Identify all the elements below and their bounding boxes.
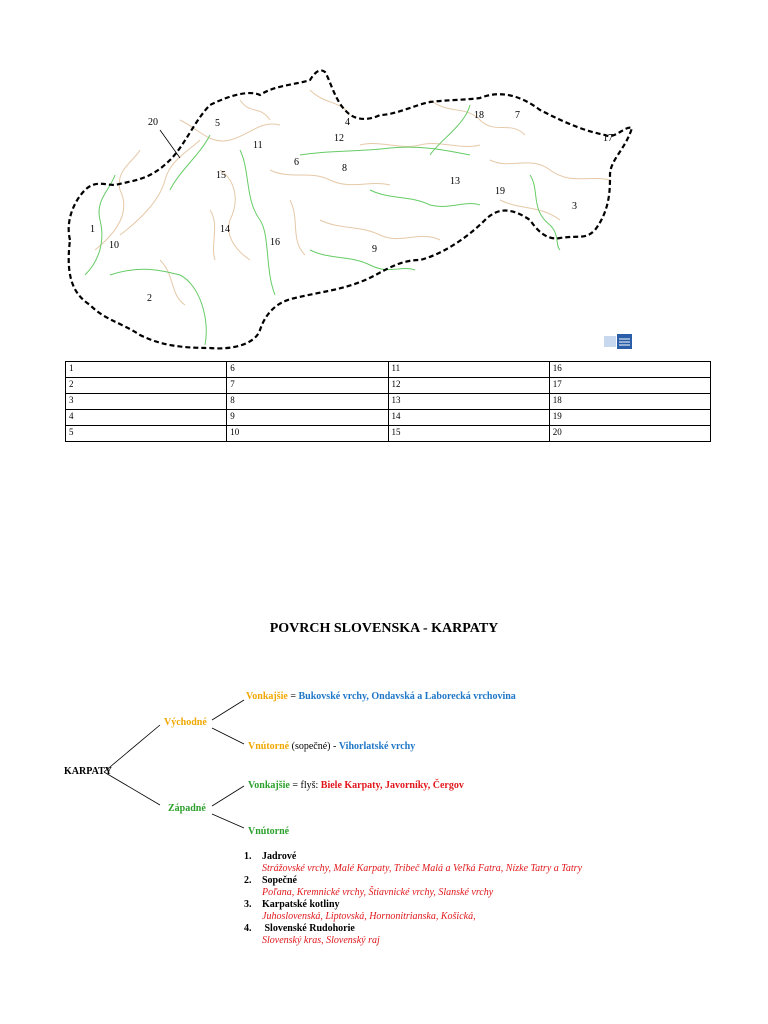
pointer-line-20 bbox=[160, 130, 180, 158]
east-inner-value: Vihorlatské vrchy bbox=[338, 741, 416, 752]
region-number: 5 bbox=[215, 118, 220, 129]
east-outer-eq: = bbox=[287, 691, 299, 702]
list-item bbox=[244, 851, 582, 875]
tree-line-west-outer bbox=[212, 786, 244, 806]
tree-root-karpaty: KARPATY bbox=[64, 766, 112, 777]
west-inner-label: Vnútorné bbox=[248, 826, 290, 837]
tree-line-root-west bbox=[104, 772, 160, 805]
list-item-examples: Strážovské vrchy, Malé Karpaty, Tribeč Malá a Veľká Fatra, Nízke Tatry a Tatry bbox=[262, 863, 583, 874]
table-cell: 6 bbox=[227, 362, 388, 378]
table-cell: 16 bbox=[549, 362, 710, 378]
region-number: 12 bbox=[334, 133, 344, 144]
table-cell: 4 bbox=[66, 410, 227, 426]
region-number: 17 bbox=[603, 133, 613, 144]
page-title: POVRCH SLOVENSKA - KARPATY bbox=[269, 621, 499, 636]
region-number: 13 bbox=[450, 176, 460, 187]
west-outer-eq: = flyš: bbox=[289, 780, 321, 791]
west-outer-value: Biele Karpaty, Javorníky, Čergov bbox=[320, 780, 464, 791]
list-item-number: 2. bbox=[244, 875, 252, 886]
tree-node-west: Západné bbox=[168, 803, 206, 814]
region-number: 15 bbox=[216, 170, 226, 181]
table-cell: 12 bbox=[388, 378, 549, 394]
list-item bbox=[244, 875, 582, 899]
east-outer-line bbox=[246, 691, 516, 703]
region-number: 10 bbox=[109, 240, 119, 251]
region-number: 2 bbox=[147, 293, 152, 304]
region-number: 19 bbox=[495, 186, 505, 197]
region-number: 9 bbox=[372, 244, 377, 255]
region-number: 11 bbox=[253, 140, 263, 151]
east-inner-line bbox=[248, 741, 415, 753]
table-cell: 2 bbox=[66, 378, 227, 394]
region-names-table bbox=[65, 361, 711, 442]
table-cell: 19 bbox=[549, 410, 710, 426]
table-cell: 7 bbox=[227, 378, 388, 394]
table-cell: 10 bbox=[227, 426, 388, 442]
inner-carpathians-list bbox=[244, 851, 582, 947]
table-cell: 11 bbox=[388, 362, 549, 378]
table-cell: 14 bbox=[388, 410, 549, 426]
slovakia-map bbox=[60, 60, 640, 355]
list-item bbox=[244, 923, 582, 947]
table-cell: 8 bbox=[227, 394, 388, 410]
east-outer-label: Vonkajšie bbox=[246, 691, 288, 702]
region-number: 20 bbox=[148, 117, 158, 128]
list-item-number: 3. bbox=[244, 899, 252, 910]
country-border bbox=[69, 70, 632, 348]
region-number: 14 bbox=[220, 224, 230, 235]
tree-line-east-outer bbox=[212, 700, 244, 720]
tree-line-west-inner bbox=[212, 814, 244, 828]
table-cell: 17 bbox=[549, 378, 710, 394]
list-item-examples: Juhoslovenská, Liptovská, Hornonitrianska, Košická, bbox=[262, 911, 476, 922]
east-inner-note: (sopečné) - bbox=[289, 741, 339, 752]
region-number: 3 bbox=[572, 201, 577, 212]
region-number: 4 bbox=[345, 117, 350, 128]
table-row bbox=[66, 378, 711, 394]
list-item-examples: Slovenský kras, Slovenský raj bbox=[262, 935, 380, 946]
list-item-heading: Sopečné bbox=[262, 875, 297, 886]
table-row bbox=[66, 362, 711, 378]
list-item-heading: Jadrové bbox=[262, 851, 297, 862]
region-number: 16 bbox=[270, 237, 280, 248]
region-number: 8 bbox=[342, 163, 347, 174]
region-number: 6 bbox=[294, 157, 299, 168]
table-cell: 1 bbox=[66, 362, 227, 378]
region-numbers bbox=[90, 110, 613, 304]
east-inner-label: Vnútorné bbox=[248, 741, 290, 752]
west-outer-label: Vonkajšie bbox=[248, 780, 290, 791]
tree-line-east-inner bbox=[212, 728, 244, 744]
tree-node-east: Východné bbox=[164, 717, 207, 728]
east-outer-value: Bukovské vrchy, Ondavská a Laborecká vrchovina bbox=[298, 691, 516, 702]
table-row bbox=[66, 426, 711, 442]
list-item-heading: Slovenské Rudohorie bbox=[262, 923, 355, 934]
region-number: 18 bbox=[474, 110, 484, 121]
table-row bbox=[66, 410, 711, 426]
mapa-logo-icon bbox=[604, 334, 632, 349]
table-cell: 3 bbox=[66, 394, 227, 410]
rivers bbox=[85, 105, 560, 345]
table-cell: 5 bbox=[66, 426, 227, 442]
region-number: 1 bbox=[90, 224, 95, 235]
table-cell: 15 bbox=[388, 426, 549, 442]
table-cell: 18 bbox=[549, 394, 710, 410]
list-item-heading: Karpatské kotliny bbox=[262, 899, 340, 910]
karpaty-tree-lines bbox=[0, 680, 768, 840]
region-number: 7 bbox=[515, 110, 520, 121]
table-cell: 13 bbox=[388, 394, 549, 410]
table-cell: 20 bbox=[549, 426, 710, 442]
list-item-number: 4. bbox=[244, 923, 252, 934]
list-item-examples: Poľana, Kremnické vrchy, Štiavnické vrchy, Slanské vrchy bbox=[262, 887, 494, 898]
list-item-number: 1. bbox=[244, 851, 252, 862]
table-row bbox=[66, 394, 711, 410]
table-cell: 9 bbox=[227, 410, 388, 426]
tree-line-root-east bbox=[104, 725, 160, 772]
west-outer-line bbox=[248, 780, 464, 792]
list-item bbox=[244, 899, 582, 923]
